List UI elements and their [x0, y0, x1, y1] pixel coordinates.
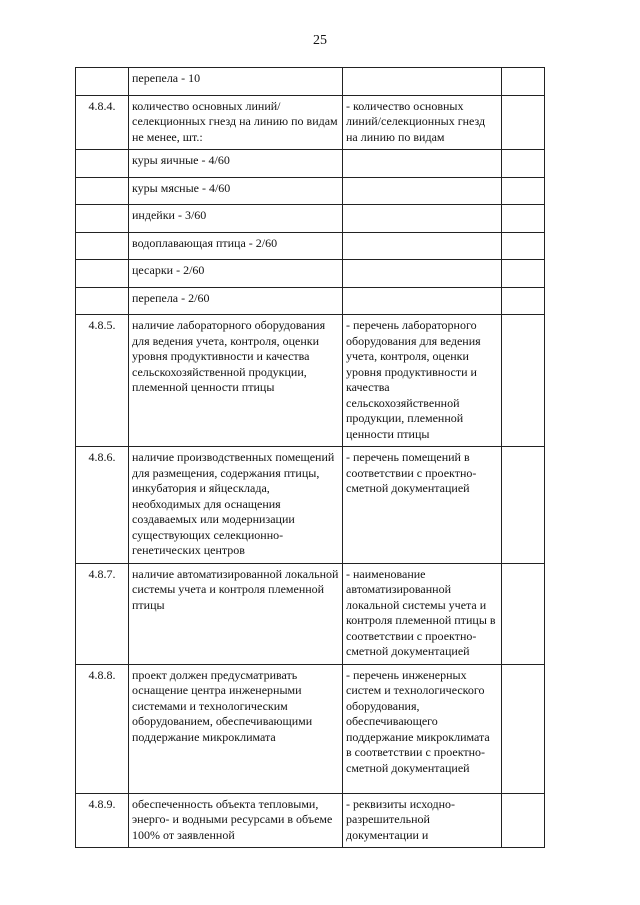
- table-row: [76, 95, 545, 150]
- table-row: [76, 287, 545, 315]
- item-number: 4.8.4.: [76, 95, 129, 150]
- extra-cell: [502, 95, 545, 150]
- table-row: [76, 232, 545, 260]
- document-text: [343, 177, 502, 205]
- document-text: - перечень лабораторного оборудования для ведения учета, контроля, оценки уровня продуктивности и качества сельскохозяйственной продукции, племенной ценности птицы: [343, 315, 502, 447]
- extra-cell: [502, 287, 545, 315]
- document-text: [343, 260, 502, 288]
- item-number: [76, 232, 129, 260]
- requirement-text: наличие лабораторного оборудования для ведения учета, контроля, оценки уровня продуктивности и качества сельскохозяйственной продукции, племенной ценности птицы: [129, 315, 343, 447]
- requirement-text: наличие производственных помещений для размещения, содержания птицы, инкубатория и яйцесклада, необходимых для оснащения создаваемых или модернизации существующих селекционно-генетических центров: [129, 447, 343, 564]
- table-row: [76, 315, 545, 447]
- extra-cell: [502, 664, 545, 793]
- requirement-text: куры яичные - 4/60: [129, 150, 343, 178]
- table-row: [76, 447, 545, 564]
- document-text: [343, 150, 502, 178]
- requirement-text: куры мясные - 4/60: [129, 177, 343, 205]
- item-number: [76, 205, 129, 233]
- requirement-text: количество основных линий/селекционных гнезд на линию по видам не менее, шт.:: [129, 95, 343, 150]
- table-row: [76, 68, 545, 96]
- extra-cell: [502, 315, 545, 447]
- requirement-text: водоплавающая птица - 2/60: [129, 232, 343, 260]
- table-row: [76, 150, 545, 178]
- requirement-text: наличие автоматизированной локальной системы учета и контроля племенной птицы: [129, 563, 343, 664]
- requirement-text: проект должен предусматривать оснащение центра инженерными системами и технологическим оборудованием, обеспечивающими поддержание микроклимата: [129, 664, 343, 793]
- extra-cell: [502, 793, 545, 848]
- document-text: - перечень инженерных систем и технологического оборудования, обеспечивающего поддержание микроклимата в соответствии с проектно-сметной документацией: [343, 664, 502, 793]
- item-number: 4.8.8.: [76, 664, 129, 793]
- table-row: [76, 260, 545, 288]
- item-number: [76, 287, 129, 315]
- extra-cell: [502, 563, 545, 664]
- extra-cell: [502, 260, 545, 288]
- requirement-text: перепела - 2/60: [129, 287, 343, 315]
- requirement-text: перепела - 10: [129, 68, 343, 96]
- page-number: 25: [313, 33, 327, 48]
- document-text: - реквизиты исходно-разрешительной документации и: [343, 793, 502, 848]
- document-text: [343, 205, 502, 233]
- document-text: - перечень помещений в соответствии с проектно-сметной документацией: [343, 447, 502, 564]
- extra-cell: [502, 447, 545, 564]
- item-number: [76, 150, 129, 178]
- table-row: [76, 563, 545, 664]
- extra-cell: [502, 68, 545, 96]
- item-number: [76, 177, 129, 205]
- requirement-text: обеспеченность объекта тепловыми, энерго- и водными ресурсами в объеме 100% от заявленной: [129, 793, 343, 848]
- document-text: - количество основных линий/селекционных гнезд на линию по видам: [343, 95, 502, 150]
- table-row: [76, 793, 545, 848]
- extra-cell: [502, 177, 545, 205]
- table-row: [76, 664, 545, 793]
- requirement-text: индейки - 3/60: [129, 205, 343, 233]
- item-number: [76, 260, 129, 288]
- requirement-text: цесарки - 2/60: [129, 260, 343, 288]
- table-row: [76, 205, 545, 233]
- document-text: - наименование автоматизированной локальной системы учета и контроля племенной птицы в соответствии с проектно-сметной документацией: [343, 563, 502, 664]
- requirements-table: [75, 67, 545, 848]
- item-number: [76, 68, 129, 96]
- table-row: [76, 177, 545, 205]
- document-text: [343, 287, 502, 315]
- item-number: 4.8.9.: [76, 793, 129, 848]
- extra-cell: [502, 150, 545, 178]
- item-number: 4.8.7.: [76, 563, 129, 664]
- extra-cell: [502, 232, 545, 260]
- extra-cell: [502, 205, 545, 233]
- item-number: 4.8.6.: [76, 447, 129, 564]
- document-text: [343, 232, 502, 260]
- document-text: [343, 68, 502, 96]
- item-number: 4.8.5.: [76, 315, 129, 447]
